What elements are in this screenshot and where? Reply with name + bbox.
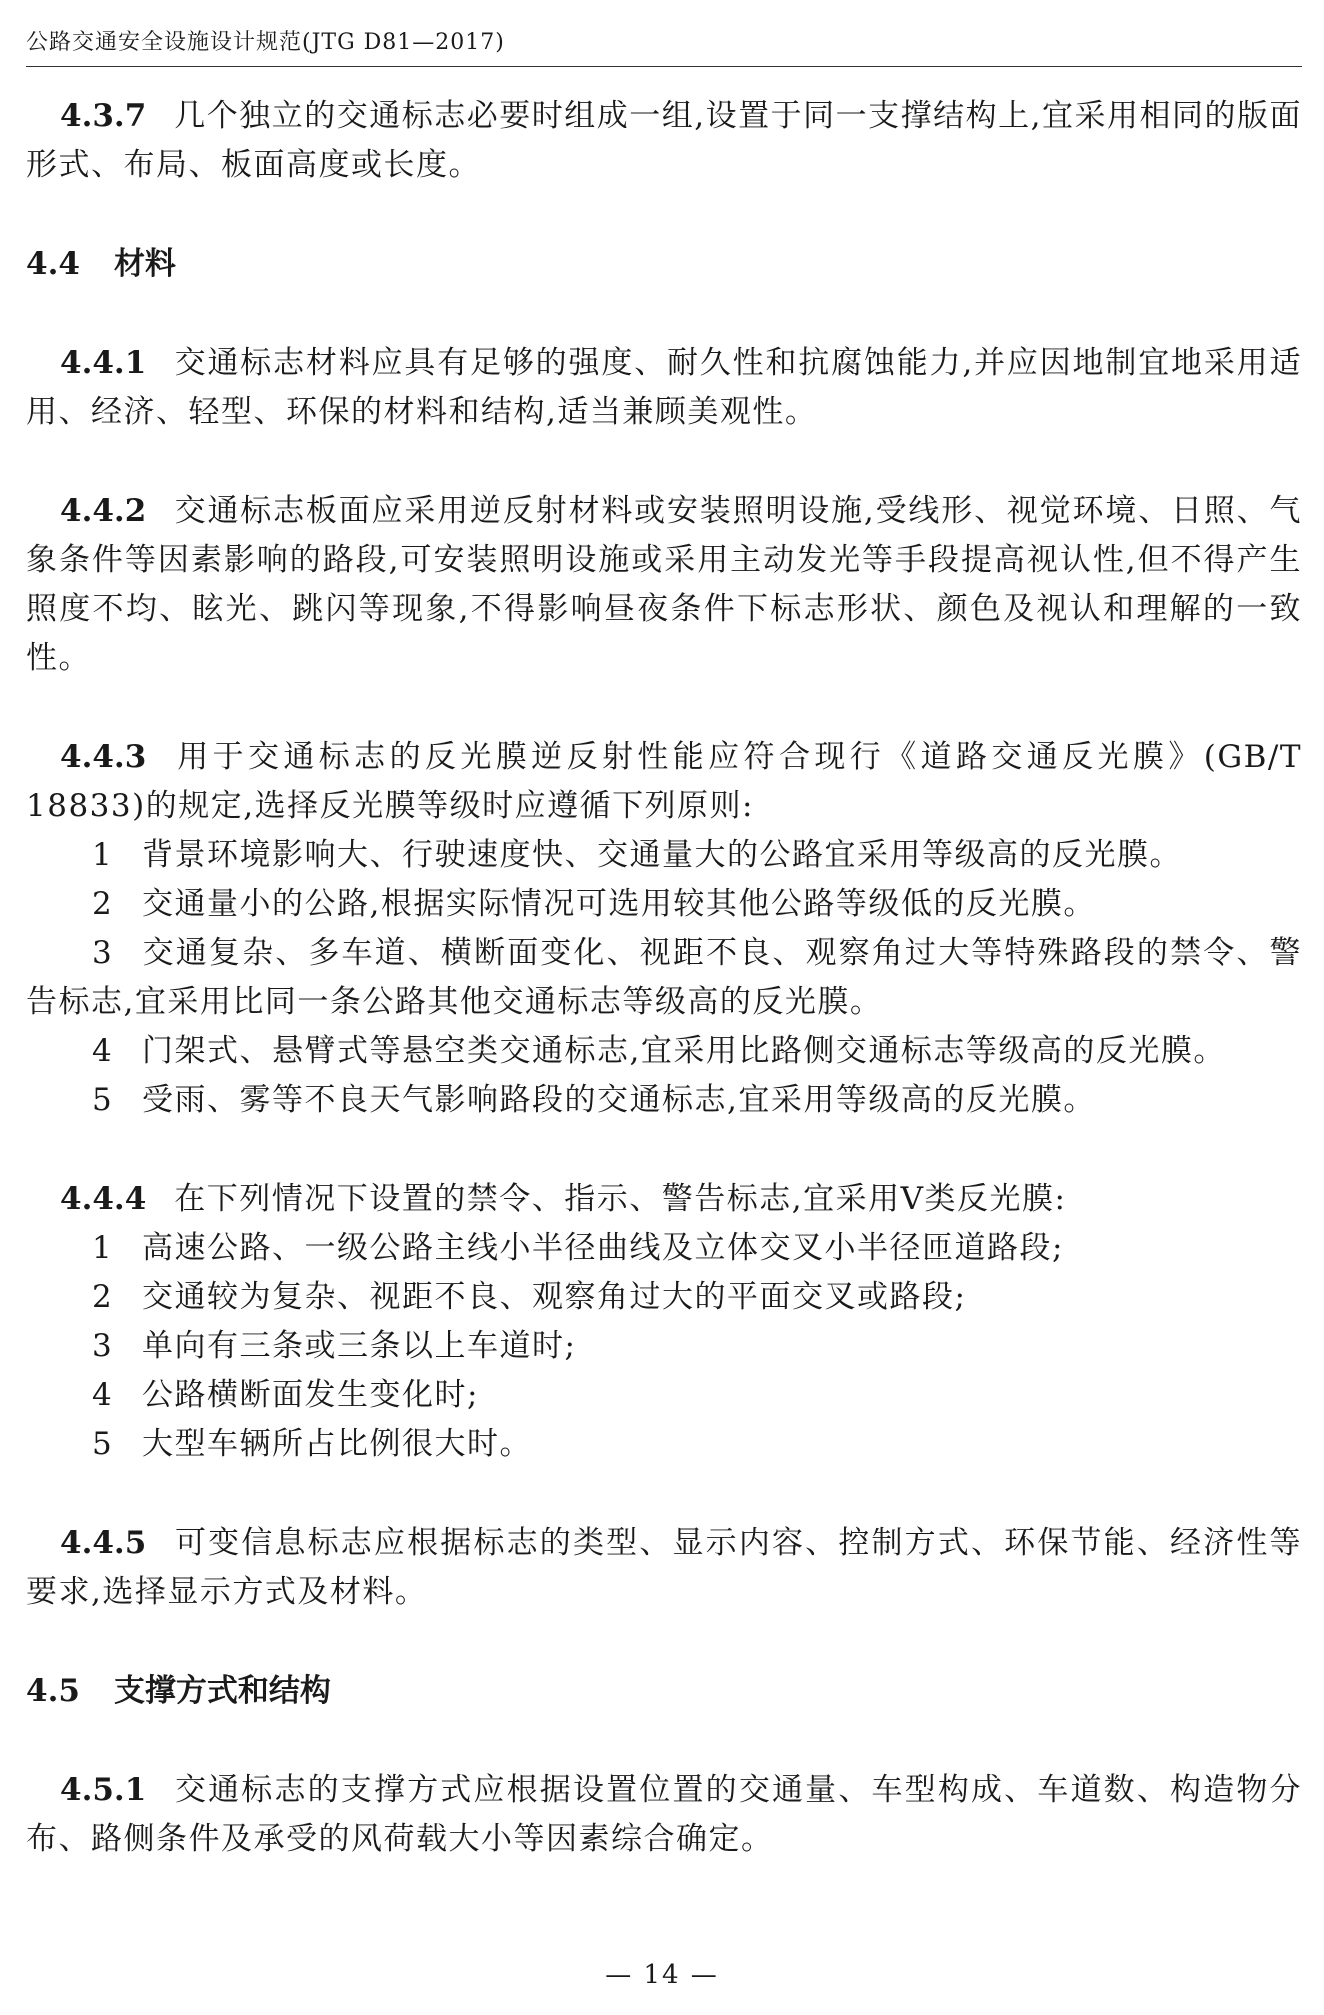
page-header: 公路交通安全设施设计规范(JTG D81—2017) (26, 28, 1302, 67)
list-item (26, 1027, 1302, 1076)
item-text: 高速公路、一级公路主线小半径曲线及立体交叉小半径匝道路段; (142, 1230, 1064, 1266)
item-number: 5 (92, 1426, 114, 1462)
item-number: 5 (92, 1082, 114, 1118)
clause-4-4-5 (26, 1519, 1302, 1617)
clause-text: 交通标志材料应具有足够的强度、耐久性和抗腐蚀能力,并应因地制宜地采用适用、经济、轻型、环保的材料和结构,适当兼顾美观性。 (26, 345, 1302, 430)
list-item (26, 1224, 1302, 1273)
clause-4-4-3 (26, 733, 1302, 831)
item-number: 4 (92, 1377, 114, 1413)
item-number: 1 (92, 1230, 114, 1266)
clause-text: 交通标志板面应采用逆反射材料或安装照明设施,受线形、视觉环境、日照、气象条件等因素影响的路段,可安装照明设施或采用主动发光等手段提高视认性,但不得产生照度不均、眩光、跳闪等现象,不得影响昼夜条件下标志形状、颜色及视认和理解的一致性。 (26, 493, 1302, 676)
clause-number: 4.3.7 (60, 98, 147, 134)
clause-number: 4.4.1 (60, 345, 147, 381)
list-item (26, 1420, 1302, 1469)
list-item (26, 1273, 1302, 1322)
item-text: 单向有三条或三条以上车道时; (142, 1328, 577, 1364)
item-text: 交通量小的公路,根据实际情况可选用较其他公路等级低的反光膜。 (142, 886, 1096, 922)
item-number: 3 (92, 1328, 114, 1364)
clause-4-4-4 (26, 1175, 1302, 1224)
item-text: 受雨、雾等不良天气影响路段的交通标志,宜采用等级高的反光膜。 (142, 1082, 1096, 1118)
item-text: 背景环境影响大、行驶速度快、交通量大的公路宜采用等级高的反光膜。 (142, 837, 1182, 873)
clause-text: 可变信息标志应根据标志的类型、显示内容、控制方式、环保节能、经济性等要求,选择显示方式及材料。 (26, 1525, 1302, 1610)
document-body (26, 92, 1302, 1864)
clause-4-4-2 (26, 487, 1302, 683)
item-number: 2 (92, 1279, 114, 1315)
section-heading-4-5 (26, 1667, 1302, 1716)
list-item (26, 831, 1302, 880)
clause-text: 交通标志的支撑方式应根据设置位置的交通量、车型构成、车道数、构造物分布、路侧条件及承受的风荷载大小等因素综合确定。 (26, 1772, 1302, 1857)
clause-4-3-7 (26, 92, 1302, 190)
item-number: 2 (92, 886, 114, 922)
item-text: 大型车辆所占比例很大时。 (142, 1426, 532, 1462)
item-text: 公路横断面发生变化时; (142, 1377, 479, 1413)
section-title: 支撑方式和结构 (113, 1673, 331, 1709)
clause-number: 4.4.5 (60, 1525, 147, 1561)
list-item (26, 1322, 1302, 1371)
clause-text: 在下列情况下设置的禁令、指示、警告标志,宜采用Ⅴ类反光膜: (174, 1181, 1067, 1217)
section-number: 4.5 (26, 1673, 80, 1709)
list-item (26, 880, 1302, 929)
clause-text: 几个独立的交通标志必要时组成一组,设置于同一支撑结构上,宜采用相同的版面形式、布局、板面高度或长度。 (26, 98, 1303, 183)
clause-4-5-1 (26, 1766, 1302, 1864)
section-number: 4.4 (26, 246, 80, 282)
item-number: 1 (92, 837, 114, 873)
list-item (26, 1371, 1302, 1420)
section-heading-4-4 (26, 240, 1302, 289)
page-number: — 14 — (605, 1960, 719, 1990)
clause-number: 4.4.4 (60, 1181, 147, 1217)
clause-number: 4.4.3 (60, 739, 147, 775)
item-number: 3 (92, 935, 114, 971)
item-number: 4 (92, 1033, 114, 1069)
clause-number: 4.4.2 (60, 493, 147, 529)
section-title: 材料 (113, 246, 176, 282)
clause-4-4-1 (26, 339, 1302, 437)
item-text: 交通较为复杂、视距不良、观察角过大的平面交叉或路段; (142, 1279, 967, 1315)
clause-text: 用于交通标志的反光膜逆反射性能应符合现行《道路交通反光膜》(GB/T 18833)的规定,选择反光膜等级时应遵循下列原则: (26, 739, 1302, 824)
list-item (26, 1076, 1302, 1125)
list-item (26, 929, 1302, 1027)
item-text: 交通复杂、多车道、横断面变化、视距不良、观察角过大等特殊路段的禁令、警告标志,宜采用比同一条公路其他交通标志等级高的反光膜。 (26, 935, 1302, 1020)
clause-number: 4.5.1 (60, 1772, 147, 1808)
item-text: 门架式、悬臂式等悬空类交通标志,宜采用比路侧交通标志等级高的反光膜。 (142, 1033, 1226, 1069)
